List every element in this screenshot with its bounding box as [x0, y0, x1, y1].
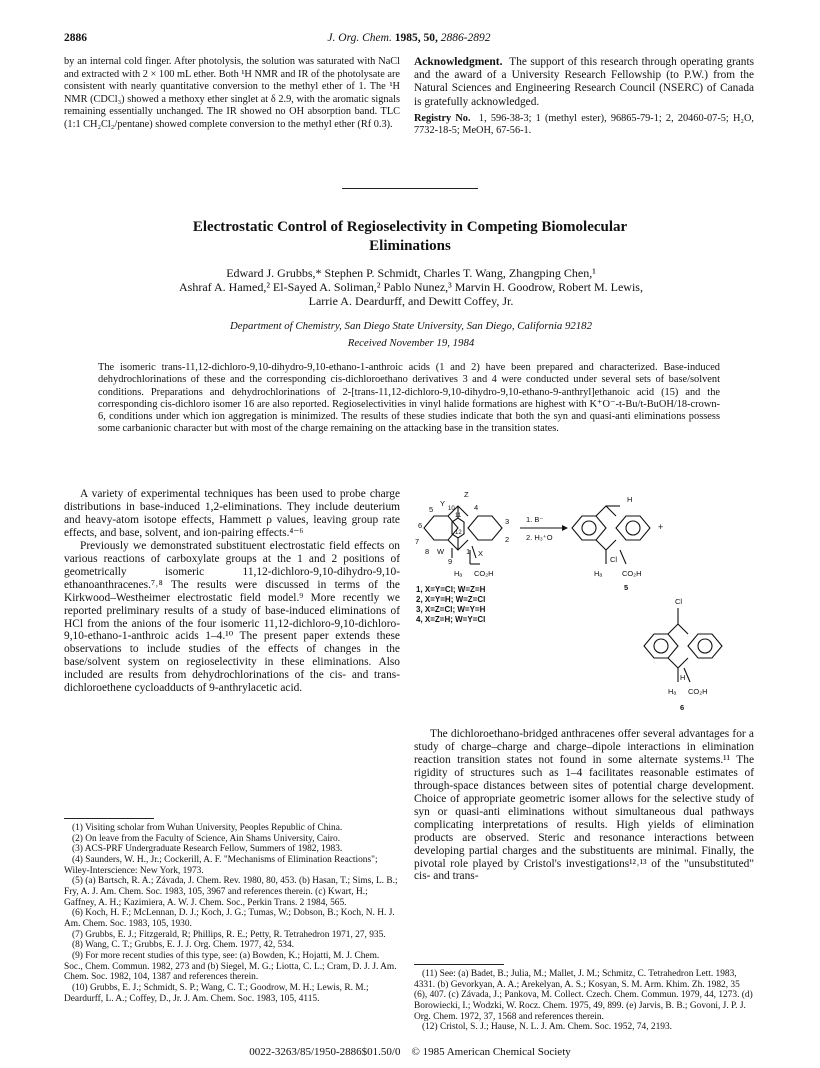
- p5-number: 5: [624, 583, 629, 592]
- author-list: [96, 266, 726, 308]
- footnotes-left: [64, 823, 400, 1004]
- label-pos9: 9: [448, 557, 453, 566]
- label-pos10: 10: [448, 506, 455, 512]
- footnote: (11) See: (a) Badet, B.; Julia, M.; Mallet, J. M.; Schmitz, C. Tetrahedron Lett. 1983, 4331. (b) Gevorkyan, A. A.; Arekelyan, A. S.; Kosyan, S. M. Arm. Khim. Zh. 1982, 35 (6), 407. (c) Závada, J.; Pankova, M. Collect. Czech. Chem. Commun. 1979, 44, 1273. (d) Borowiecki, I.; Wodzki, W. Rocz. Chem. 1975, 49, 899. (e) Jarvis, B. B.; Govoni, J. P. J. Org. Chem. 1972, 37, 1568 and references therein.: [414, 969, 753, 1022]
- product-6-labels: [668, 597, 708, 712]
- compound-def: 2, X=Y=H; W=Z=Cl: [416, 595, 486, 604]
- footnote: (8) Wang, C. T.; Grubbs, E. J. J. Org. Chem. 1977, 42, 534.: [72, 940, 294, 951]
- prev-experimental: [64, 56, 400, 132]
- footer-copyright: © 1985 American Chemical Society: [411, 1046, 571, 1058]
- label-pos8: 8: [425, 547, 430, 556]
- reaction-arrow: [520, 515, 568, 542]
- registry-numbers: [414, 113, 754, 138]
- label-pos12: 12: [455, 530, 462, 536]
- label-pos11: 11: [455, 513, 462, 519]
- footnote: (6) Koch, H. F.; McLennan, D. J.; Koch, J. G.; Tumas, W.; Dobson, B.; Koch, N. H. J. Am. Chem. Soc. 1983, 105, 1930.: [64, 908, 395, 929]
- abstract: The isomeric trans-11,12-dichloro-9,10-dihydro-9,10-ethano-1-anthroic acids (1 and 2) have been prepared and characterized. Base-induced dehydrochlorinations of these and the corresponding cis-dichloroethano derivatives 3 and 4 were conducted under several sets of base/solvent conditions. Preparations and dehydrochlorinations of 2-[trans-11,12-dichloro-9,10-dihydro-9,10-ethano-9-anthryl]ethanoic acid (15) and the corresponding cis-dichloro isomer 16 are also reported. Regioselectivities in vinyl halide formations are highest with K⁺O⁻-t-Bu/t-BuOH/18-crown-6, conditions under which ion aggregation is minimized. The results of these studies indicate that both the syn and quasi-anti eliminations possess some carbanionic character but with most of the charge remaining on the attacking base in the transition states.: [98, 362, 720, 435]
- label-pos5: 5: [429, 505, 434, 514]
- right-column-text: [414, 728, 754, 883]
- intro-paragraph-2: Previously we demonstrated substituent electrostatic field effects on various reactions of carboxylate groups at the 1 and 2 positions of geometrically isomeric 11,12-dichloro-9,10-dihydro-9,10-ethanoanthracenes.⁷˒⁸ The results were discussed in terms of the Kirkwood–Westheimer electrostatic field model.⁹ More recently we reported preliminary results of a study of base-induced eliminations of HCl from the anions of the four isomeric 11,12-dichloro-9,10-dichloro-9,10-ethano-1-anthroic acids 1–4.¹⁰ The present paper extends these observations to include studies of the effects of changes in the base/solvent system on regioselectivity in these eliminations. Also included are results from dehydrochlorinations of the cis- and trans-dichloroethene cycloadducts of 9-anthrylacetic acid.: [64, 539, 400, 695]
- compound-definitions: [416, 585, 486, 624]
- right-paragraph-1: The dichloroethano-bridged anthracenes offer several advantages for a study of charge–charge and charge–dipole interactions in elimination reaction transition states not found in some alternate systems.¹¹ The rigidity of structures such as 1–4 facilitates reasonable estimates of through-space distances between sites of potential charge development. Choice of appropriate geometric isomer allows for the selective study of syn or quasi-anti eliminations without simultaneous dual pathways complicating interpretations of results. High yields of elimination products are observed. Steric and resonance interactions between developing partial charges and the substituents are minimal. Finally, the pivotal role played by Cristol's investigations¹²˒¹³ of the "unsubstituted" cis- and trans-: [414, 728, 754, 883]
- footnotes-right: [414, 969, 754, 1033]
- intro-paragraph-1: A variety of experimental techniques has been used to probe charge distributions in base-induced 1,2-eliminations. They include deuterium and heavy-atom isotope effects, Hammett ρ values, leaving group rate effects, and base, solvent, and ion-pairing effects.⁴⁻⁶: [64, 488, 400, 539]
- p6-number: 6: [680, 703, 685, 712]
- p6-H: H: [680, 673, 686, 682]
- footnote: (3) ACS-PRF Undergraduate Research Fellow, Summers of 1982, 1983.: [72, 844, 343, 855]
- compound-def: 3, X=Z=Cl; W=Y=H: [416, 605, 486, 614]
- label-W: W: [437, 547, 445, 556]
- label-pos1: 1: [466, 547, 471, 556]
- label-pos3: 3: [505, 517, 510, 526]
- product-5-labels: [594, 495, 663, 592]
- p6-Cl: Cl: [675, 597, 683, 606]
- compound-def: 4, X=Z=H; W=Y=Cl: [416, 615, 486, 624]
- footnote: (10) Grubbs, E. J.; Schmidt, S. P.; Wang, C. T.; Goodrow, M. H.; Lewis, R. M.; Deardurff, L. A.; Coffey, D., Jr. J. Am. Chem. Soc. 1983, 105, 4115.: [64, 982, 369, 1004]
- ack-text: The support of this research through operating grants and the award of a University Research Fellowship (to P.W.) from the Natural Sciences and Engineering Research Council (NSERC) of Canada is gratefully acknowledged.: [414, 56, 754, 108]
- footnote: (2) On leave from the Faculty of Science, Ain Shams University, Cairo.: [72, 833, 341, 844]
- footnote: (7) Grubbs, E. J.; Fitzgerald, R; Phillips, R. E.; Petty, R. Tetrahedron 1971, 27, 935.: [72, 929, 386, 940]
- footnote: (5) (a) Bartsch, R. A.; Závada, J. Chem. Rev. 1980, 80, 453. (b) Hasan, T.; Sims, L. B.; Fry, A. J. Am. Chem. Soc. 1983, 105, 3967 and references therein. (c) Kwart, H.; Gaffney, A. H.; Kazimiera, A. W. J. Chem. Soc., Perkin Trans. 2 1984, 565.: [64, 876, 398, 908]
- running-header: [64, 32, 754, 50]
- footnote: (9) For more recent studies of this type, see: (a) Bowden, K.; Hojatti, M. J. Chem. Soc., Chem. Commun. 1982, 273 and (b) Siegel, M. G.; Liotta, C. L.; Cram, D. J. J. Am. Chem. Soc. 1982, 104, 1387 and references therein.: [64, 950, 397, 983]
- intro-text: [64, 488, 400, 695]
- reagent-step-2: 2. H₃⁺O: [526, 533, 553, 542]
- scheme-plus: +: [658, 522, 664, 532]
- footnote: (1) Visiting scholar from Wuhan University, Peoples Republic of China.: [72, 823, 343, 833]
- label-pos6: 6: [418, 521, 423, 530]
- authors-line-2: Ashraf A. Hamed,² El-Sayed A. Soliman,² Pablo Nunez,³ Marvin H. Goodrow, Robert M. Lewis,: [179, 280, 643, 294]
- reaction-scheme: [412, 484, 756, 716]
- article-title: [120, 218, 700, 256]
- reactant-structure: [424, 506, 502, 564]
- label-Z: Z: [464, 490, 469, 499]
- received-date: Received November 19, 1984: [347, 337, 475, 349]
- reagent-step-1: 1. B⁻: [526, 515, 544, 524]
- footer-code: 0022-3263/85/1950-2886$01.50/0: [249, 1046, 401, 1058]
- p6-CO2H: CO₂H: [688, 687, 708, 696]
- registry-text: 1, 596-38-3; 1 (methyl ester), 96865-79-1; 2, 20460-07-5; H₂O, 7732-18-5; MeOH, 67-56-1.: [414, 112, 754, 137]
- label-Ha: Hₐ: [454, 569, 463, 578]
- label-pos2: 2: [505, 535, 510, 544]
- label-pos7: 7: [415, 537, 420, 546]
- registry-heading: Registry No.: [414, 112, 471, 124]
- title-line-1: Electrostatic Control of Regioselectivity in Competing Biomolecular: [192, 219, 628, 235]
- label-pos4: 4: [474, 503, 479, 512]
- journal-citation: [64, 32, 754, 44]
- authors-line-1: Edward J. Grubbs,* Stephen P. Schmidt, Charles T. Wang, Zhangping Chen,¹: [226, 266, 596, 280]
- label-Y: Y: [440, 499, 446, 508]
- article-divider: [342, 188, 478, 189]
- authors-line-3: Larrie A. Deardurff, and Dewitt Coffey, Jr.: [308, 294, 514, 308]
- journal-volume: 1985, 50,: [394, 32, 438, 44]
- title-line-2: Eliminations: [369, 238, 451, 254]
- page-footer: [0, 1046, 820, 1058]
- p5-Ha: Hₐ: [594, 569, 603, 578]
- label-X: X: [478, 549, 484, 558]
- ack-heading: Acknowledgment.: [414, 56, 503, 68]
- page-number: 2886: [64, 32, 87, 44]
- acknowledgment: [414, 56, 754, 109]
- p5-CO2H: CO₂H: [622, 569, 642, 578]
- prev-experimental-text: by an internal cold finger. After photolysis, the solution was saturated with NaCl and extracted with 2 × 100 mL ether. Both ¹H NMR and IR of the photolysate are consistent with nearly quantitative conversion to the methyl ether of 1. The ¹H NMR (CDCl₃) showed a methoxy ether singlet at δ 2.9, with the aromatic signals remaining essentially unchanged. The IR showed no OH absorption band. TLC (1:1 CH₂Cl₂/pentane) showed complete conversion to the methyl ether (Rf 0.3).: [64, 56, 400, 130]
- p6-Ha: Hₐ: [668, 687, 677, 696]
- footnote: (4) Saunders, W. H., Jr.; Cockerill, A. F. "Mechanisms of Elimination Reactions"; Wiley-Interscience: New York, 1973.: [64, 854, 378, 876]
- affiliation: Department of Chemistry, San Diego State University, San Diego, California 92182: [230, 320, 592, 332]
- footnote-rule-right: [414, 964, 504, 965]
- journal-pages: 2886-2892: [440, 32, 491, 44]
- footnote-rule-left: [64, 818, 154, 819]
- acknowledgment-section: [414, 56, 754, 138]
- product-6-structure: [644, 608, 722, 682]
- label-CO2H: CO₂H: [474, 569, 494, 578]
- p5-Cl: Cl: [610, 555, 618, 564]
- compound-def: 1, X=Y=Cl; W=Z=H: [416, 585, 486, 594]
- journal-name: J. Org. Chem.: [327, 32, 392, 44]
- footnote: (12) Cristol, S. J.; Hause, N. L. J. Am. Chem. Soc. 1952, 74, 2193.: [422, 1022, 672, 1033]
- p5-H: H: [627, 495, 633, 504]
